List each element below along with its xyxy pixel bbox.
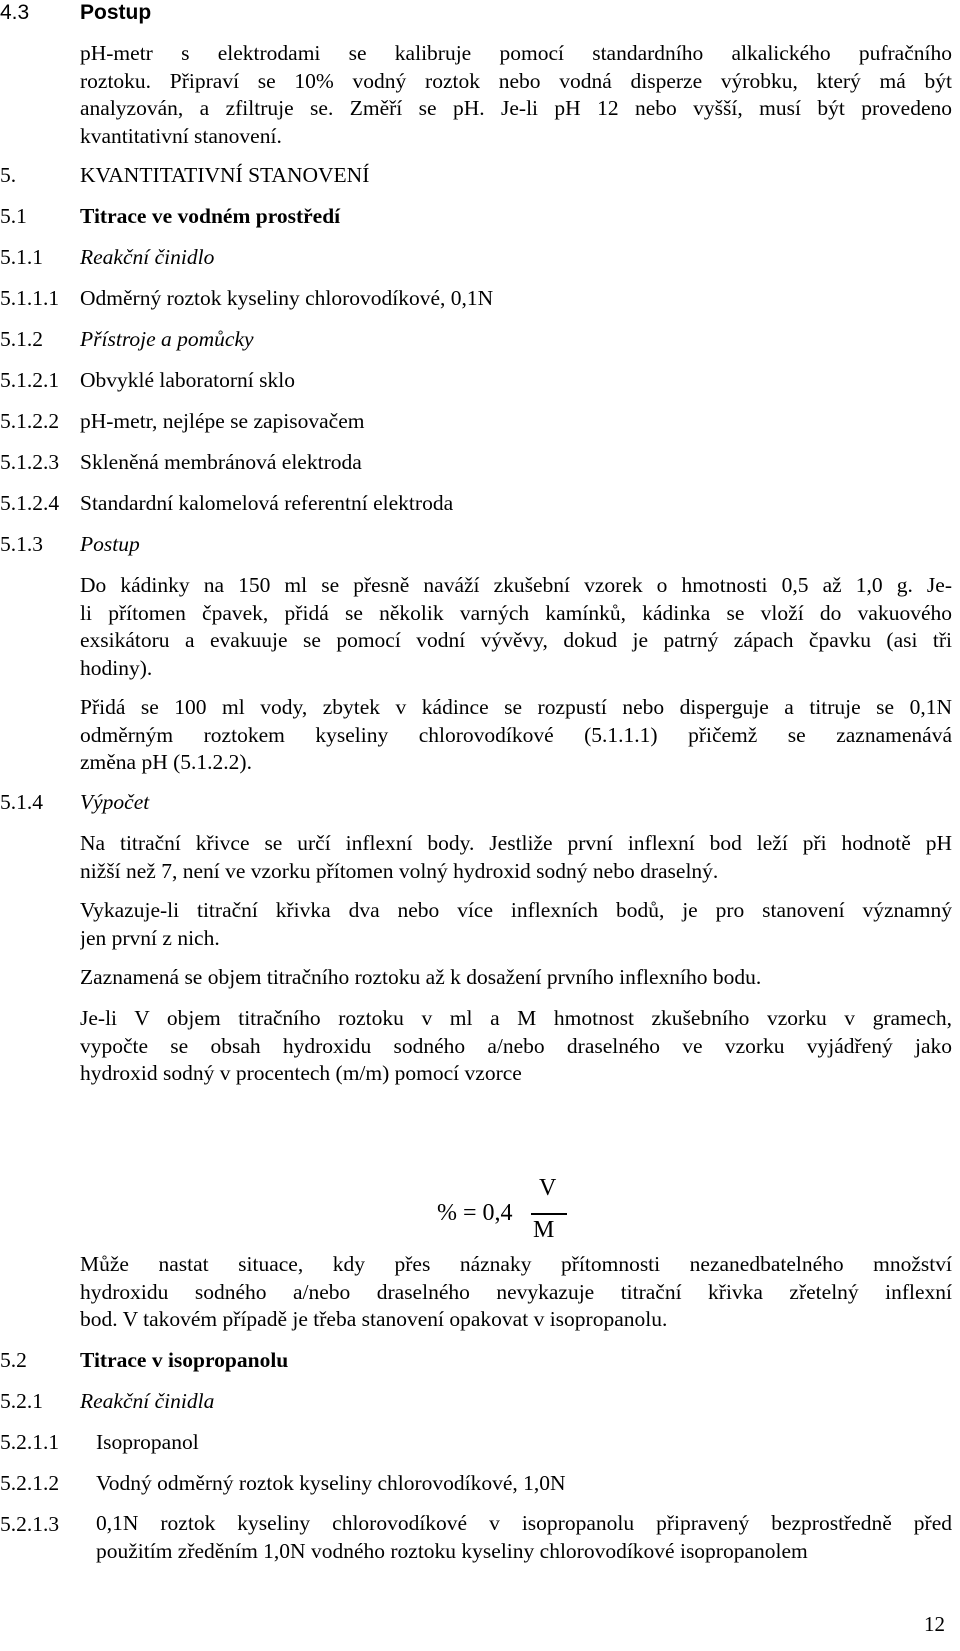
section-5-1-2-2-title: pH-metr, nejlépe se zapisovačem [80, 409, 365, 433]
fraction-bar [531, 1213, 567, 1215]
paragraph-5-1-4-a [80, 830, 952, 885]
paragraph-line: Do kádinky na 150 ml se přesně naváží zkušební vzorek o hmotnosti 0,5 až 1,0 g. Je- [80, 573, 952, 597]
section-5-1-1-title: Reakční činidlo [80, 245, 215, 269]
paragraph-line: změna pH (5.1.2.2). [80, 750, 252, 774]
section-4-3-number: 4.3 [0, 1, 30, 24]
section-5-title: KVANTITATIVNÍ STANOVENÍ [80, 163, 370, 187]
section-5-2-1-number: 5.2.1 [0, 1389, 43, 1413]
paragraph-line: nižší než 7, není ve vzorku přítomen volný hydroxid sodný nebo draselný. [80, 858, 719, 883]
section-4-3-title: Postup [80, 1, 152, 24]
paragraph-line: Přidá se 100 ml vody, zbytek v kádince se rozpustí nebo disperguje a titruje se 0,1N [80, 695, 952, 719]
section-5-1-2-title: Přístroje a pomůcky [80, 327, 254, 351]
paragraph-line: odměrným roztokem kyseliny chlorovodíkové (5.1.1.1) přičemž se zaznamenává [80, 722, 952, 747]
paragraph-line: Vykazuje-li titrační křivka dva nebo více inflexních bodů, je pro stanovení významný [80, 898, 952, 922]
section-5-2-number: 5.2 [0, 1348, 27, 1372]
section-5-1-title: Titrace ve vodném prostředí [80, 204, 341, 228]
section-5-1-4-number: 5.1.4 [0, 790, 43, 814]
paragraph-line: hodiny). [80, 655, 153, 680]
section-5-1-3-title: Postup [80, 532, 140, 556]
section-5-1-number: 5.1 [0, 204, 27, 228]
section-5-1-4-title: Výpočet [80, 790, 150, 814]
section-5-number: 5. [0, 163, 17, 187]
section-5-1-1-1-title: Odměrný roztok kyseliny chlorovodíkové, 0,1N [80, 286, 494, 310]
section-5-1-1-number: 5.1.1 [0, 245, 43, 269]
section-5-1-2-1-title: Obvyklé laboratorní sklo [80, 368, 295, 392]
paragraph-line: jen první z nich. [80, 925, 220, 950]
formula-numerator: V [539, 1175, 557, 1201]
section-5-1-2-3-title: Skleněná membránová elektroda [80, 450, 362, 474]
paragraph-5-1-4-b [80, 897, 952, 952]
paragraph-line: Zaznamená se objem titračního roztoku až k dosažení prvního inflexního bodu. [80, 965, 762, 989]
section-5-2-1-title: Reakční činidla [80, 1389, 215, 1413]
section-5-2-1-1-title: Isopropanol [96, 1430, 199, 1454]
paragraph-line: Je-li V objem titračního roztoku v ml a M hmotnost zkušebního vzorku v gramech, [80, 1006, 952, 1030]
paragraph-line: vypočte se obsah hydroxidu sodného a/nebo draselného ve vzorku vyjádřený jako [80, 1033, 952, 1058]
section-5-1-2-number: 5.1.2 [0, 327, 43, 351]
paragraph-5-1-4-c [80, 964, 952, 992]
section-5-1-2-4-title: Standardní kalomelová referentní elektroda [80, 491, 454, 515]
paragraph-line: roztoku. Připraví se 10% vodný roztok nebo vodná disperze výrobku, který má být [80, 68, 952, 93]
section-5-2-1-3-number: 5.2.1.3 [0, 1512, 60, 1536]
paragraph-5-1-3-a [80, 572, 952, 682]
page-number: 12 [924, 1612, 945, 1636]
paragraph-line: použitím zředěním 1,0N vodného roztoku kyseliny chlorovodíkové isopropanolem [96, 1538, 808, 1563]
paragraph-line: Na titrační křivce se určí inflexní body. Jestliže první inflexní bod leží při hodnotě pH [80, 831, 952, 855]
section-5-1-2-3-number: 5.1.2.3 [0, 450, 60, 474]
section-5-1-2-1-number: 5.1.2.1 [0, 368, 60, 392]
formula-lhs: % = 0,4 [437, 1200, 513, 1226]
section-5-1-3-number: 5.1.3 [0, 532, 43, 556]
paragraph-line: li přítomen čpavek, přidá se několik varných kamínků, kádinka se vloží do vakuového [80, 600, 952, 625]
paragraph-5-1-4-d [80, 1005, 952, 1088]
paragraph-line: hydroxid sodný v procentech (m/m) pomocí vzorce [80, 1061, 522, 1085]
section-5-2-1-2-number: 5.2.1.2 [0, 1471, 60, 1495]
section-5-2-1-3-text [96, 1510, 952, 1565]
section-5-1-2-2-number: 5.1.2.2 [0, 409, 60, 433]
section-5-2-1-2-title: Vodný odměrný roztok kyseliny chlorovodíkové, 1,0N [96, 1471, 566, 1495]
paragraph-5-1-3-b [80, 694, 952, 777]
paragraph-line: pH-metr s elektrodami se kalibruje pomocí standardního alkalického pufračního [80, 41, 952, 65]
paragraph-5-1-4-e [80, 1251, 952, 1334]
section-5-2-1-1-number: 5.2.1.1 [0, 1430, 60, 1454]
section-5-2-title: Titrace v isopropanolu [80, 1348, 289, 1372]
section-5-1-1-1-number: 5.1.1.1 [0, 286, 60, 310]
paragraph-line: kvantitativní stanovení. [80, 123, 282, 148]
paragraph-line: Může nastat situace, kdy přes náznaky přítomnosti nezanedbatelného množství [80, 1252, 952, 1276]
paragraph-line: analyzován, a zfiltruje se. Změří se pH. Je-li pH 12 nebo vyšší, musí být provedeno [80, 96, 952, 120]
section-5-1-2-4-number: 5.1.2.4 [0, 491, 60, 515]
paragraph-line: exsikátoru a evakuuje se pomocí vodní vývěvy, dokud je patrný zápach čpavku (asi tři [80, 628, 952, 652]
paragraph-line: hydroxidu sodného a/nebo draselného nevykazuje titrační křivka zřetelný inflexní [80, 1279, 952, 1304]
formula-denominator: M [533, 1217, 555, 1243]
paragraph-4-3 [80, 40, 952, 150]
paragraph-line: bod. V takovém případě je třeba stanovení opakovat v isopropanolu. [80, 1307, 668, 1331]
paragraph-line: 0,1N roztok kyseliny chlorovodíkové v isopropanolu připravený bezprostředně před [96, 1511, 952, 1535]
